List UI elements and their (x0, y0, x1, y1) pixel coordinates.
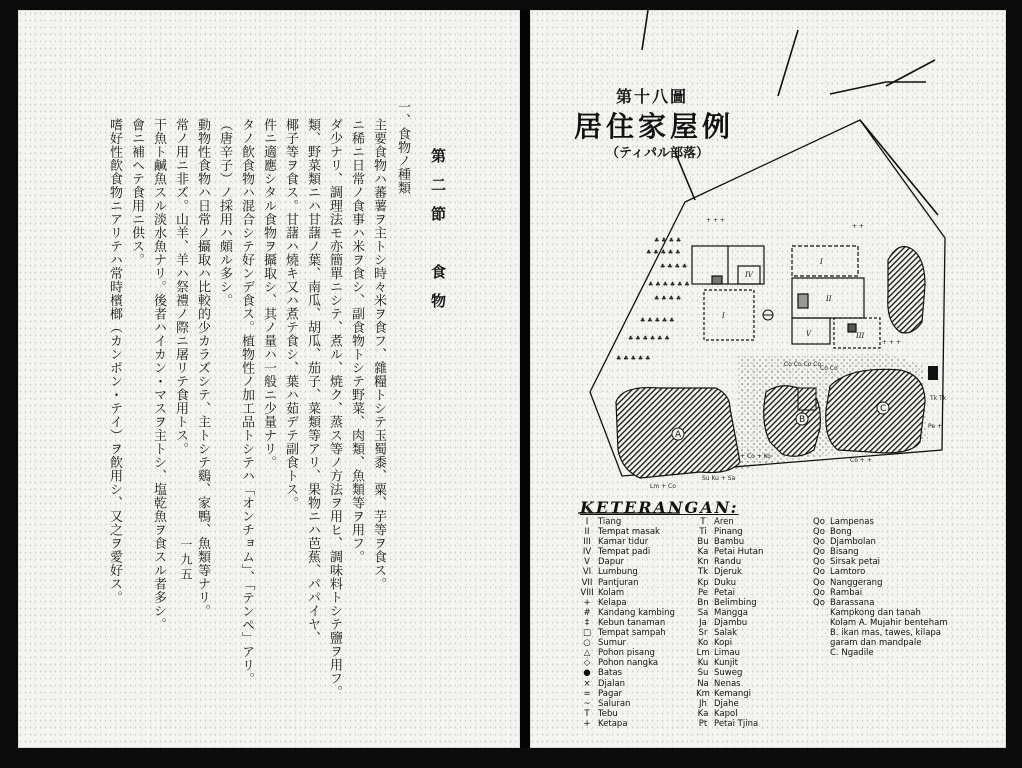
svg-text:♣ ♣ ♣ ♣ ♣: ♣ ♣ ♣ ♣ ♣ (646, 249, 681, 256)
legend-item: Qo Barassana (813, 597, 875, 608)
text-column: 一、食物ノ種類 (395, 100, 410, 195)
legend-item: Kampkong dan tanah (830, 607, 921, 618)
house-left (692, 246, 764, 340)
svg-text:Co + +: Co + + (850, 457, 872, 464)
pond-outlet (798, 388, 816, 410)
legend-item: ◇ Pohon nangka (583, 658, 659, 669)
text-column: （唐辛子）ノ採用ハ頗ル多シ。 (217, 118, 232, 307)
left-page (18, 10, 520, 748)
legend-item: Qo Djambolan (813, 537, 876, 548)
text-column: 常ノ用ニ非ズ。山羊、羊ハ祭禮ノ際ニ屠リテ食用トス。 (173, 118, 188, 456)
pond-a-label: A (675, 430, 682, 440)
book-gutter (520, 10, 530, 748)
legend-item: + Kelapa (583, 597, 627, 608)
legend-column-1 (580, 517, 675, 729)
room-label: IV (745, 271, 753, 279)
legend-column-3 (812, 517, 948, 658)
text-column: 會ニ補ヘテ食用ニ供ス。 (129, 118, 144, 267)
legend-item: I Tiang (585, 517, 622, 527)
pond-small (888, 247, 925, 333)
legend-item: garam dan mandpale (830, 638, 922, 649)
text-column: 件ニ適應シタル食物ヲ攝取シ、其ノ量ハ一般ニ少量ナリ。 (261, 118, 276, 469)
text-column: 動物性食物ハ日常ノ攝取ハ比較的少カラズシテ、主トシテ鷄、家鴨、魚類等ナリ。 (195, 118, 210, 618)
svg-text:+ +: + + (852, 223, 864, 230)
legend-item: Bn Belimbing (697, 597, 757, 608)
legend-item: Ti Pinang (699, 527, 743, 538)
legend-item: VII Pantjuran (581, 577, 639, 588)
legend-item: Qo Nanggerang (813, 577, 883, 588)
svg-text:+ + +: + + + (882, 339, 901, 346)
svg-text:♣ ♣ ♣ ♣ ♣: ♣ ♣ ♣ ♣ ♣ (640, 317, 675, 324)
road-line (830, 82, 926, 94)
legend-item: Qo Bisang (813, 547, 859, 558)
pond-c-label: C (880, 404, 887, 414)
legend-item: = Pagar (583, 688, 623, 699)
svg-text:Tk Tk: Tk Tk (930, 395, 947, 402)
legend-item: T Tebu (584, 708, 618, 719)
svg-text:Co Co: Co Co (820, 365, 838, 372)
svg-text:Pe +: Pe + (928, 423, 943, 430)
road-line (675, 152, 695, 200)
figure-number: 第十八圖 (616, 87, 689, 106)
svg-text:+ Co + Ko: + Co + Ko (740, 453, 771, 460)
text-column: ダ少ナリ、調理法モ亦簡單ニシテ、煮ル、焼ク、蒸ス等ノ方法ヲ用ヒ、調味料トシテ鹽ヲ用フ。 (327, 118, 342, 699)
legend-item: Kolam A. Mujahir benteham (830, 617, 948, 628)
page-number: 一九五 (179, 538, 193, 583)
pond-c (826, 369, 925, 453)
text-column: 主要食物ハ蕃薯ヲ主トシ時々米ヲ食フ、雜糧トシテ玉蜀黍、粟、芋等ヲ食ス。 (371, 118, 386, 591)
legend-item: II Tempat masak (584, 527, 660, 538)
legend-item: III Kamar tidur (583, 537, 649, 548)
legend-item: Pe Petai (697, 587, 735, 598)
legend-item: Km Kemangi (696, 688, 752, 699)
svg-text:♣ ♣ ♣ ♣: ♣ ♣ ♣ ♣ (660, 263, 688, 270)
house-left-labels (721, 271, 754, 320)
room-label: V (806, 330, 812, 338)
room-label: III (856, 332, 865, 340)
roads (642, 10, 938, 215)
legend-item: Ko Kopi (697, 638, 733, 649)
legend-item: Pt Petai Tjina (698, 718, 759, 729)
legend-item: VIII Kolam (580, 587, 625, 598)
section-heading: 第二節 食物 (429, 148, 447, 322)
legend-item: Su Suweg (697, 668, 743, 679)
legend-item: Qo Lamtoro (813, 567, 866, 578)
legend-item: Kp Duku (697, 577, 736, 588)
shed-symbol (928, 366, 938, 380)
svg-text:♣ ♣ ♣ ♣: ♣ ♣ ♣ ♣ (654, 295, 682, 302)
legend-item: Na Nenas (697, 678, 741, 689)
road-line (778, 30, 798, 96)
legend-item: + Ketapa (583, 718, 628, 729)
legend-item: Sa Mangga (697, 607, 748, 618)
text-column: ニ稀ニ日常ノ食事ハ米ヲ食シ、副食物トシテ野菜、肉類、魚類等ヲ用フ。 (349, 118, 364, 564)
text-column: 嗜好性飮食物ニアリテハ常時檳榔（カンポン・テイ）ヲ飮用シ、又之ヲ愛好ス。 (107, 118, 122, 604)
svg-text:Co Co Co Co: Co Co Co Co (784, 361, 822, 368)
svg-text:♣ ♣ ♣ ♣ ♣ ♣: ♣ ♣ ♣ ♣ ♣ ♣ (648, 281, 690, 288)
road-line (642, 10, 648, 50)
legend-item: ○ Sumur (583, 638, 626, 649)
text-column: 類、野菜類ニハ甘藷ノ葉、南瓜、胡瓜、茄子、菜類等アリ、果物ニハ芭蕉、パパイヤ、 (305, 118, 320, 645)
legend-item: Tk Djeruk (697, 567, 742, 578)
legend-item: Qo Lampenas (813, 517, 874, 527)
legend-item: T Aren (700, 517, 734, 527)
room-label: I (820, 258, 823, 266)
figure-subtitle: （ティパル部落） (606, 146, 709, 161)
legend-item: Lm Limau (696, 648, 740, 659)
text-column: 椰子等ヲ食ス。甘藷ハ燒キ又ハ煮テ食シ、葉ハ茹デテ副食トス。 (283, 118, 298, 510)
svg-text:♣ ♣ ♣ ♣ ♣: ♣ ♣ ♣ ♣ ♣ (616, 355, 651, 362)
svg-text:+ + +: + + + (706, 217, 725, 224)
legend-item: ● Batas (583, 668, 623, 679)
svg-text:♣ ♣ ♣ ♣ ♣ ♣: ♣ ♣ ♣ ♣ ♣ ♣ (628, 335, 670, 342)
legend-item: Kn Randu (697, 557, 742, 568)
legend-item: Ja Djambu (699, 617, 748, 628)
text-column: タノ飮食物ハ混合シテ好ンデ食ス。植物性ノ加工品トシテハ「オンチョム」、「テンペ」アリ。 (239, 118, 254, 686)
legend-title: KETERANGAN: (580, 498, 739, 517)
svg-text:♣ ♣ ♣ ♣: ♣ ♣ ♣ ♣ (654, 237, 682, 244)
legend-item: Qo Bong (813, 527, 852, 538)
legend-item: VI Lumbung (582, 567, 638, 578)
figure-title: 居住家屋例 (574, 110, 735, 143)
legend-item: Qo Rambai (813, 587, 863, 598)
legend-item: Sr Salak (698, 628, 738, 639)
legend-item: Ku Kunjit (697, 658, 738, 669)
legend-item: ‡ Kebun tanaman (584, 617, 666, 628)
svg-text:Su Ku + Sa: Su Ku + Sa (702, 475, 736, 482)
legend-item: Ka Kapol (697, 708, 738, 719)
legend-item: B. ikan mas, tawes, kilapa (830, 628, 942, 639)
legend-item: Ka Petai Hutan (697, 547, 764, 558)
room-label: I (722, 312, 725, 320)
legend-item: ~ Saluran (583, 698, 631, 709)
room-label: II (826, 295, 832, 303)
svg-text:Lm + Co: Lm + Co (650, 483, 676, 490)
legend-column-2 (696, 517, 763, 729)
legend-item: Jh Djahe (699, 698, 739, 709)
road-line (860, 120, 938, 215)
legend-item: △ Pohon pisang (583, 648, 655, 659)
legend-item: V Dapur (584, 557, 625, 568)
legend-item: × Djalan (583, 678, 626, 689)
legend-item: Qo Sirsak petai (813, 557, 881, 568)
right-page (530, 10, 1006, 748)
legend-item: # Kandang kambing (583, 607, 675, 618)
legend-item: □ Tempat sampah (582, 628, 666, 639)
legend-item: IV Tempat padi (582, 547, 651, 558)
legend-item: Bu Bambu (697, 537, 745, 548)
text-column: 干魚ト鹹魚スル淡水魚ナリ。後者ハイカン・マスヲ主トシ、塩乾魚ヲ食スル者多シ。 (151, 118, 166, 631)
pond-b-label: B (799, 415, 806, 425)
legend-item: C. Ngadile (830, 648, 874, 659)
